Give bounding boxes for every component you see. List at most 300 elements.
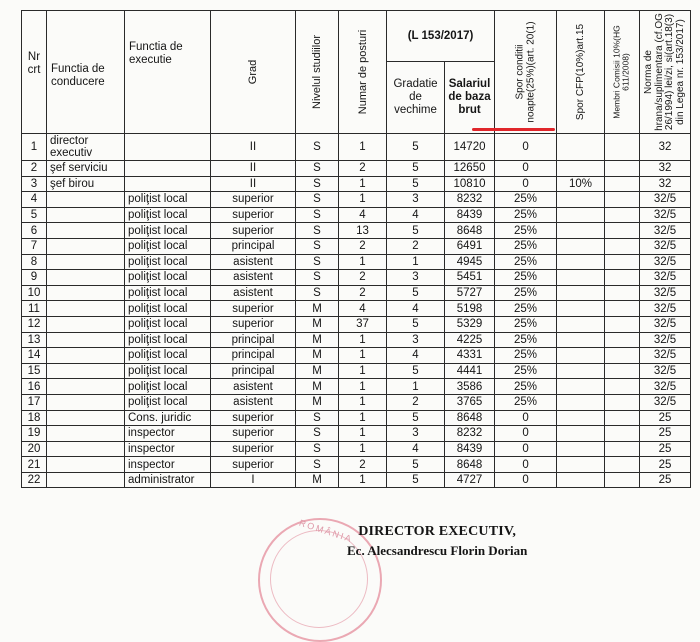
cell-posturi: 1	[339, 379, 387, 395]
cell-cfp	[557, 285, 605, 301]
signature-name: Ec. Alecsandrescu Florin Dorian	[347, 543, 528, 558]
cell-norma: 32/5	[640, 332, 691, 348]
cell-norma: 32	[640, 161, 691, 177]
cell-gradatie: 5	[387, 161, 445, 177]
cell-norma: 32/5	[640, 316, 691, 332]
cell-nr: 16	[22, 379, 47, 395]
cell-comisii	[605, 285, 640, 301]
cell-executie: poliţist local	[125, 254, 211, 270]
cell-conducere	[47, 207, 125, 223]
cell-comisii	[605, 410, 640, 426]
cell-conducere	[47, 441, 125, 457]
cell-spor: 0	[495, 426, 557, 442]
cell-grad: superior	[211, 223, 296, 239]
table-row	[22, 316, 691, 332]
cell-executie: poliţist local	[125, 238, 211, 254]
cell-spor: 25%	[495, 301, 557, 317]
cell-gradatie: 5	[387, 176, 445, 192]
table-row	[22, 332, 691, 348]
cell-posturi: 4	[339, 301, 387, 317]
header-grad: Grad	[211, 11, 296, 134]
cell-cfp: 10%	[557, 176, 605, 192]
cell-norma: 32/5	[640, 363, 691, 379]
cell-nr: 11	[22, 301, 47, 317]
cell-spor: 0	[495, 457, 557, 473]
cell-grad: superior	[211, 410, 296, 426]
cell-studii: S	[296, 254, 339, 270]
cell-studii: M	[296, 394, 339, 410]
cell-spor: 25%	[495, 270, 557, 286]
cell-grad: superior	[211, 426, 296, 442]
cell-nr: 19	[22, 426, 47, 442]
cell-cfp	[557, 348, 605, 364]
cell-salariu: 8648	[445, 457, 495, 473]
cell-studii: S	[296, 270, 339, 286]
cell-gradatie: 5	[387, 472, 445, 488]
cell-grad: asistent	[211, 394, 296, 410]
cell-studii: M	[296, 332, 339, 348]
cell-grad: principal	[211, 238, 296, 254]
table-row	[22, 410, 691, 426]
cell-executie: poliţist local	[125, 363, 211, 379]
cell-studii: S	[296, 161, 339, 177]
cell-conducere: şef birou	[47, 176, 125, 192]
table-row	[22, 394, 691, 410]
cell-nr: 2	[22, 161, 47, 177]
cell-conducere: şef serviciu	[47, 161, 125, 177]
cell-posturi: 1	[339, 441, 387, 457]
cell-comisii	[605, 457, 640, 473]
cell-salariu: 4727	[445, 472, 495, 488]
cell-studii: S	[296, 176, 339, 192]
cell-posturi: 1	[339, 394, 387, 410]
cell-grad: principal	[211, 363, 296, 379]
cell-posturi: 1	[339, 332, 387, 348]
cell-conducere	[47, 254, 125, 270]
cell-salariu: 8648	[445, 410, 495, 426]
cell-grad: superior	[211, 207, 296, 223]
table-row	[22, 161, 691, 177]
signature-block	[347, 524, 527, 559]
cell-executie: poliţist local	[125, 316, 211, 332]
cell-nr: 20	[22, 441, 47, 457]
cell-spor: 25%	[495, 254, 557, 270]
cell-cfp	[557, 301, 605, 317]
cell-norma: 32/5	[640, 238, 691, 254]
cell-posturi: 4	[339, 207, 387, 223]
cell-executie: poliţist local	[125, 348, 211, 364]
cell-spor: 25%	[495, 207, 557, 223]
cell-posturi: 1	[339, 410, 387, 426]
cell-posturi: 2	[339, 285, 387, 301]
header-spor-cfp: Spor CFP(10%)art.15	[557, 11, 605, 134]
cell-salariu: 4441	[445, 363, 495, 379]
cell-cfp	[557, 363, 605, 379]
cell-cfp	[557, 316, 605, 332]
cell-nr: 4	[22, 192, 47, 208]
cell-salariu: 6491	[445, 238, 495, 254]
cell-grad: II	[211, 176, 296, 192]
cell-gradatie: 3	[387, 426, 445, 442]
cell-executie: poliţist local	[125, 394, 211, 410]
cell-conducere	[47, 472, 125, 488]
cell-studii: S	[296, 410, 339, 426]
table-row	[22, 426, 691, 442]
cell-salariu: 5727	[445, 285, 495, 301]
cell-gradatie: 5	[387, 363, 445, 379]
cell-studii: S	[296, 238, 339, 254]
cell-comisii	[605, 363, 640, 379]
cell-posturi: 2	[339, 457, 387, 473]
table-row	[22, 472, 691, 488]
cell-nr: 10	[22, 285, 47, 301]
header-comisii: Membri Comisii 10%(HG 611/2008)	[605, 11, 640, 134]
cell-grad: superior	[211, 192, 296, 208]
cell-spor: 0	[495, 176, 557, 192]
header-executie: Functia de executie	[125, 11, 211, 134]
cell-spor: 25%	[495, 316, 557, 332]
cell-norma: 25	[640, 472, 691, 488]
cell-executie: inspector	[125, 441, 211, 457]
cell-nr: 3	[22, 176, 47, 192]
cell-conducere	[47, 238, 125, 254]
cell-studii: M	[296, 316, 339, 332]
header-salariu: Salariul de baza brut	[445, 62, 495, 134]
cell-comisii	[605, 134, 640, 161]
cell-posturi: 1	[339, 176, 387, 192]
header-norma: Norma de hrana/suplimentara (cf.OG 26/1994) lei/zi, si(art.18(3) din Legea nr. 153/2017)	[640, 11, 691, 134]
cell-comisii	[605, 379, 640, 395]
header-row-1	[22, 11, 691, 62]
cell-gradatie: 3	[387, 270, 445, 286]
cell-gradatie: 5	[387, 223, 445, 239]
cell-studii: S	[296, 457, 339, 473]
cell-grad: superior	[211, 301, 296, 317]
cell-gradatie: 3	[387, 192, 445, 208]
cell-spor: 25%	[495, 223, 557, 239]
cell-gradatie: 2	[387, 238, 445, 254]
cell-salariu: 8439	[445, 207, 495, 223]
cell-spor: 0	[495, 410, 557, 426]
cell-comisii	[605, 301, 640, 317]
cell-norma: 25	[640, 441, 691, 457]
cell-studii: M	[296, 472, 339, 488]
cell-posturi: 1	[339, 134, 387, 161]
cell-posturi: 2	[339, 161, 387, 177]
cell-spor: 25%	[495, 363, 557, 379]
cell-grad: superior	[211, 457, 296, 473]
cell-spor: 25%	[495, 332, 557, 348]
cell-grad: principal	[211, 332, 296, 348]
table-row	[22, 207, 691, 223]
cell-conducere	[47, 285, 125, 301]
cell-norma: 32/5	[640, 285, 691, 301]
cell-cfp	[557, 207, 605, 223]
cell-nr: 9	[22, 270, 47, 286]
cell-norma: 25	[640, 426, 691, 442]
cell-cfp	[557, 192, 605, 208]
cell-executie: administrator	[125, 472, 211, 488]
header-conducere: Functia de conducere	[47, 11, 125, 134]
cell-spor: 25%	[495, 394, 557, 410]
cell-executie: inspector	[125, 457, 211, 473]
cell-executie	[125, 134, 211, 161]
cell-salariu: 8232	[445, 426, 495, 442]
cell-conducere	[47, 410, 125, 426]
cell-nr: 13	[22, 332, 47, 348]
cell-comisii	[605, 192, 640, 208]
cell-salariu: 5451	[445, 270, 495, 286]
cell-nr: 1	[22, 134, 47, 161]
cell-gradatie: 5	[387, 285, 445, 301]
cell-spor: 0	[495, 134, 557, 161]
cell-grad: asistent	[211, 254, 296, 270]
cell-comisii	[605, 332, 640, 348]
header-posturi: Numar de posturi	[339, 11, 387, 134]
cell-cfp	[557, 472, 605, 488]
cell-posturi: 1	[339, 254, 387, 270]
cell-salariu: 5198	[445, 301, 495, 317]
cell-comisii	[605, 238, 640, 254]
cell-gradatie: 4	[387, 301, 445, 317]
cell-conducere	[47, 192, 125, 208]
cell-norma: 32/5	[640, 348, 691, 364]
cell-posturi: 1	[339, 472, 387, 488]
cell-posturi: 37	[339, 316, 387, 332]
cell-gradatie: 4	[387, 348, 445, 364]
cell-norma: 32/5	[640, 207, 691, 223]
cell-salariu: 3586	[445, 379, 495, 395]
cell-comisii	[605, 161, 640, 177]
cell-grad: asistent	[211, 285, 296, 301]
cell-comisii	[605, 394, 640, 410]
cell-grad: I	[211, 472, 296, 488]
cell-comisii	[605, 426, 640, 442]
cell-conducere	[47, 301, 125, 317]
header-studii: Nivelul studiilor	[296, 11, 339, 134]
cell-salariu: 10810	[445, 176, 495, 192]
cell-conducere	[47, 363, 125, 379]
cell-executie: poliţist local	[125, 270, 211, 286]
cell-comisii	[605, 176, 640, 192]
cell-conducere	[47, 426, 125, 442]
cell-nr: 6	[22, 223, 47, 239]
cell-executie	[125, 176, 211, 192]
cell-cfp	[557, 134, 605, 161]
header-lege: (L 153/2017)	[387, 11, 495, 62]
table-row	[22, 348, 691, 364]
cell-posturi: 13	[339, 223, 387, 239]
cell-conducere: director executiv	[47, 134, 125, 161]
cell-gradatie: 4	[387, 207, 445, 223]
cell-comisii	[605, 223, 640, 239]
cell-cfp	[557, 270, 605, 286]
cell-spor: 25%	[495, 238, 557, 254]
cell-spor: 0	[495, 472, 557, 488]
cell-cfp	[557, 254, 605, 270]
cell-studii: S	[296, 207, 339, 223]
table-row	[22, 254, 691, 270]
cell-executie: poliţist local	[125, 301, 211, 317]
cell-gradatie: 1	[387, 254, 445, 270]
cell-comisii	[605, 348, 640, 364]
cell-executie: poliţist local	[125, 285, 211, 301]
cell-norma: 32	[640, 134, 691, 161]
cell-gradatie: 5	[387, 134, 445, 161]
cell-conducere	[47, 394, 125, 410]
table-row	[22, 285, 691, 301]
cell-gradatie: 1	[387, 379, 445, 395]
header-spor-noapte: Spor conditii noapte(25%)(art. 20(1)	[495, 11, 557, 134]
cell-norma: 32	[640, 176, 691, 192]
table-row	[22, 379, 691, 395]
cell-conducere	[47, 457, 125, 473]
cell-studii: M	[296, 379, 339, 395]
cell-posturi: 2	[339, 238, 387, 254]
cell-nr: 15	[22, 363, 47, 379]
cell-executie: poliţist local	[125, 332, 211, 348]
cell-comisii	[605, 472, 640, 488]
cell-nr: 18	[22, 410, 47, 426]
cell-comisii	[605, 207, 640, 223]
cell-comisii	[605, 270, 640, 286]
cell-norma: 32/5	[640, 394, 691, 410]
cell-salariu: 12650	[445, 161, 495, 177]
signature-title: DIRECTOR EXECUTIV,	[358, 524, 517, 539]
cell-conducere	[47, 332, 125, 348]
cell-cfp	[557, 394, 605, 410]
cell-executie: Cons. juridic	[125, 410, 211, 426]
cell-executie: poliţist local	[125, 207, 211, 223]
cell-studii: M	[296, 363, 339, 379]
cell-posturi: 1	[339, 348, 387, 364]
cell-executie: poliţist local	[125, 192, 211, 208]
cell-salariu: 4225	[445, 332, 495, 348]
table-row	[22, 223, 691, 239]
cell-norma: 32/5	[640, 379, 691, 395]
table-row	[22, 441, 691, 457]
cell-conducere	[47, 348, 125, 364]
cell-studii: S	[296, 223, 339, 239]
table-row	[22, 457, 691, 473]
cell-nr: 7	[22, 238, 47, 254]
table-row	[22, 192, 691, 208]
table-row	[22, 176, 691, 192]
cell-grad: II	[211, 134, 296, 161]
cell-posturi: 1	[339, 426, 387, 442]
cell-cfp	[557, 238, 605, 254]
salary-table-container	[21, 10, 691, 488]
cell-gradatie: 3	[387, 332, 445, 348]
cell-posturi: 1	[339, 192, 387, 208]
cell-executie	[125, 161, 211, 177]
cell-cfp	[557, 441, 605, 457]
cell-norma: 32/5	[640, 223, 691, 239]
cell-cfp	[557, 410, 605, 426]
cell-gradatie: 5	[387, 316, 445, 332]
cell-grad: superior	[211, 316, 296, 332]
cell-salariu: 14720	[445, 134, 495, 161]
cell-nr: 14	[22, 348, 47, 364]
table-row	[22, 134, 691, 161]
cell-spor: 25%	[495, 348, 557, 364]
stamp-text: ROMÂNIA	[297, 517, 355, 545]
cell-executie: poliţist local	[125, 223, 211, 239]
cell-executie: inspector	[125, 426, 211, 442]
cell-norma: 25	[640, 410, 691, 426]
cell-norma: 32/5	[640, 301, 691, 317]
cell-nr: 8	[22, 254, 47, 270]
cell-grad: asistent	[211, 379, 296, 395]
cell-salariu: 3765	[445, 394, 495, 410]
cell-gradatie: 5	[387, 457, 445, 473]
cell-salariu: 5329	[445, 316, 495, 332]
cell-grad: superior	[211, 441, 296, 457]
cell-nr: 22	[22, 472, 47, 488]
red-underline-mark	[472, 128, 555, 131]
header-gradatie: Gradatie de vechime	[387, 62, 445, 134]
cell-cfp	[557, 457, 605, 473]
cell-nr: 21	[22, 457, 47, 473]
cell-studii: S	[296, 285, 339, 301]
cell-grad: asistent	[211, 270, 296, 286]
cell-cfp	[557, 332, 605, 348]
cell-conducere	[47, 270, 125, 286]
cell-conducere	[47, 223, 125, 239]
table-body	[22, 134, 691, 488]
table-row	[22, 238, 691, 254]
cell-gradatie: 5	[387, 410, 445, 426]
cell-salariu: 4945	[445, 254, 495, 270]
cell-studii: S	[296, 441, 339, 457]
cell-studii: M	[296, 301, 339, 317]
cell-nr: 17	[22, 394, 47, 410]
cell-comisii	[605, 316, 640, 332]
cell-salariu: 8232	[445, 192, 495, 208]
cell-norma: 25	[640, 457, 691, 473]
header-nr: Nr crt	[22, 11, 47, 134]
cell-spor: 0	[495, 441, 557, 457]
cell-norma: 32/5	[640, 192, 691, 208]
cell-posturi: 1	[339, 363, 387, 379]
table-row	[22, 270, 691, 286]
cell-conducere	[47, 379, 125, 395]
cell-studii: M	[296, 348, 339, 364]
cell-posturi: 2	[339, 270, 387, 286]
cell-grad: II	[211, 161, 296, 177]
cell-nr: 12	[22, 316, 47, 332]
cell-spor: 25%	[495, 379, 557, 395]
cell-salariu: 4331	[445, 348, 495, 364]
cell-spor: 25%	[495, 285, 557, 301]
cell-spor: 0	[495, 161, 557, 177]
cell-spor: 25%	[495, 192, 557, 208]
salary-table	[21, 10, 691, 488]
cell-cfp	[557, 426, 605, 442]
cell-executie: poliţist local	[125, 379, 211, 395]
cell-norma: 32/5	[640, 270, 691, 286]
cell-studii: S	[296, 134, 339, 161]
cell-nr: 5	[22, 207, 47, 223]
cell-norma: 32/5	[640, 254, 691, 270]
cell-gradatie: 2	[387, 394, 445, 410]
cell-cfp	[557, 161, 605, 177]
table-row	[22, 301, 691, 317]
cell-cfp	[557, 379, 605, 395]
cell-comisii	[605, 254, 640, 270]
cell-conducere	[47, 316, 125, 332]
cell-grad: principal	[211, 348, 296, 364]
